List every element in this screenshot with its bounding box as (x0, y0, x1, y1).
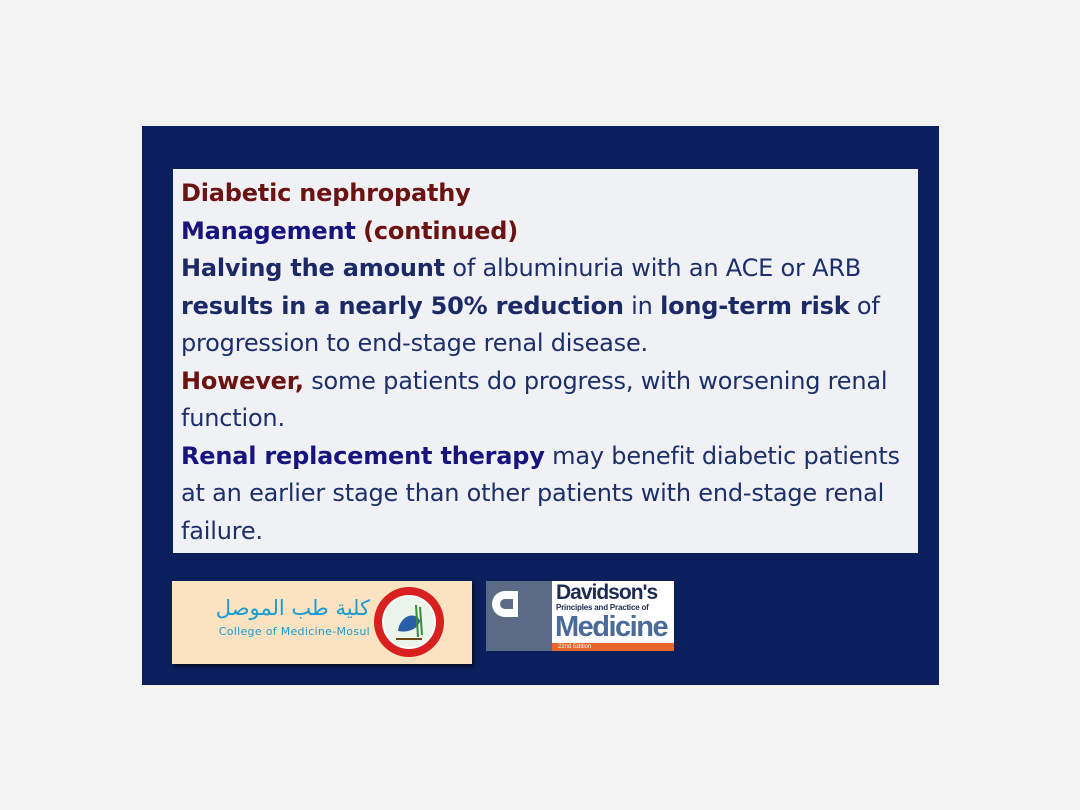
davidson-title: Davidson's (556, 581, 658, 604)
davidsons-medicine-logo (486, 581, 674, 651)
davidson-edition: 22nd Edition (558, 644, 592, 650)
college-arabic-name: كلية طب الموصل (215, 596, 370, 620)
p1-bold-reduction: results in a nearly 50% reduction (181, 291, 624, 320)
davidson-edition-bar (552, 643, 674, 651)
p2-bold-however: However, (181, 366, 304, 395)
college-seal-icon (372, 585, 446, 659)
p1-bold-halving: Halving the amount (181, 254, 445, 282)
davidson-circle-icon (490, 589, 520, 619)
p1-bold-risk: long-term risk (660, 291, 850, 320)
paragraph-renal-replacement (181, 438, 910, 551)
title-text: Diabetic nephropathy (181, 179, 471, 207)
p2-text: some patients do progress, with worsening renal function. (181, 366, 888, 432)
p1-text-albuminuria: of albuminuria with an ACE or ARB (444, 254, 862, 282)
college-of-medicine-logo (172, 581, 472, 664)
p3-text: may benefit diabetic patients at an earlier stage than other patients with end-stage renal failure. (181, 441, 900, 545)
content-box (173, 169, 918, 553)
slide-title (181, 175, 910, 213)
subtitle-management: Management (181, 216, 356, 245)
college-english-name: College of Medicine-Mosul (218, 625, 370, 638)
davidson-right-panel (552, 581, 674, 651)
slide-background (142, 126, 939, 685)
davidson-subtitle: Principles and Practice of (556, 603, 649, 612)
p1-text-in: in (623, 291, 661, 320)
davidson-medicine: Medicine (555, 611, 668, 643)
slide-subtitle (181, 213, 910, 251)
paragraph-however (181, 363, 910, 438)
paragraph-albuminuria (181, 250, 910, 363)
davidson-left-panel (486, 581, 552, 651)
p3-bold-therapy: Renal replacement therapy (181, 441, 545, 470)
subtitle-continued: (continued) (363, 216, 518, 245)
p1-text-progression: of progression to end-stage renal disease. (181, 291, 880, 357)
